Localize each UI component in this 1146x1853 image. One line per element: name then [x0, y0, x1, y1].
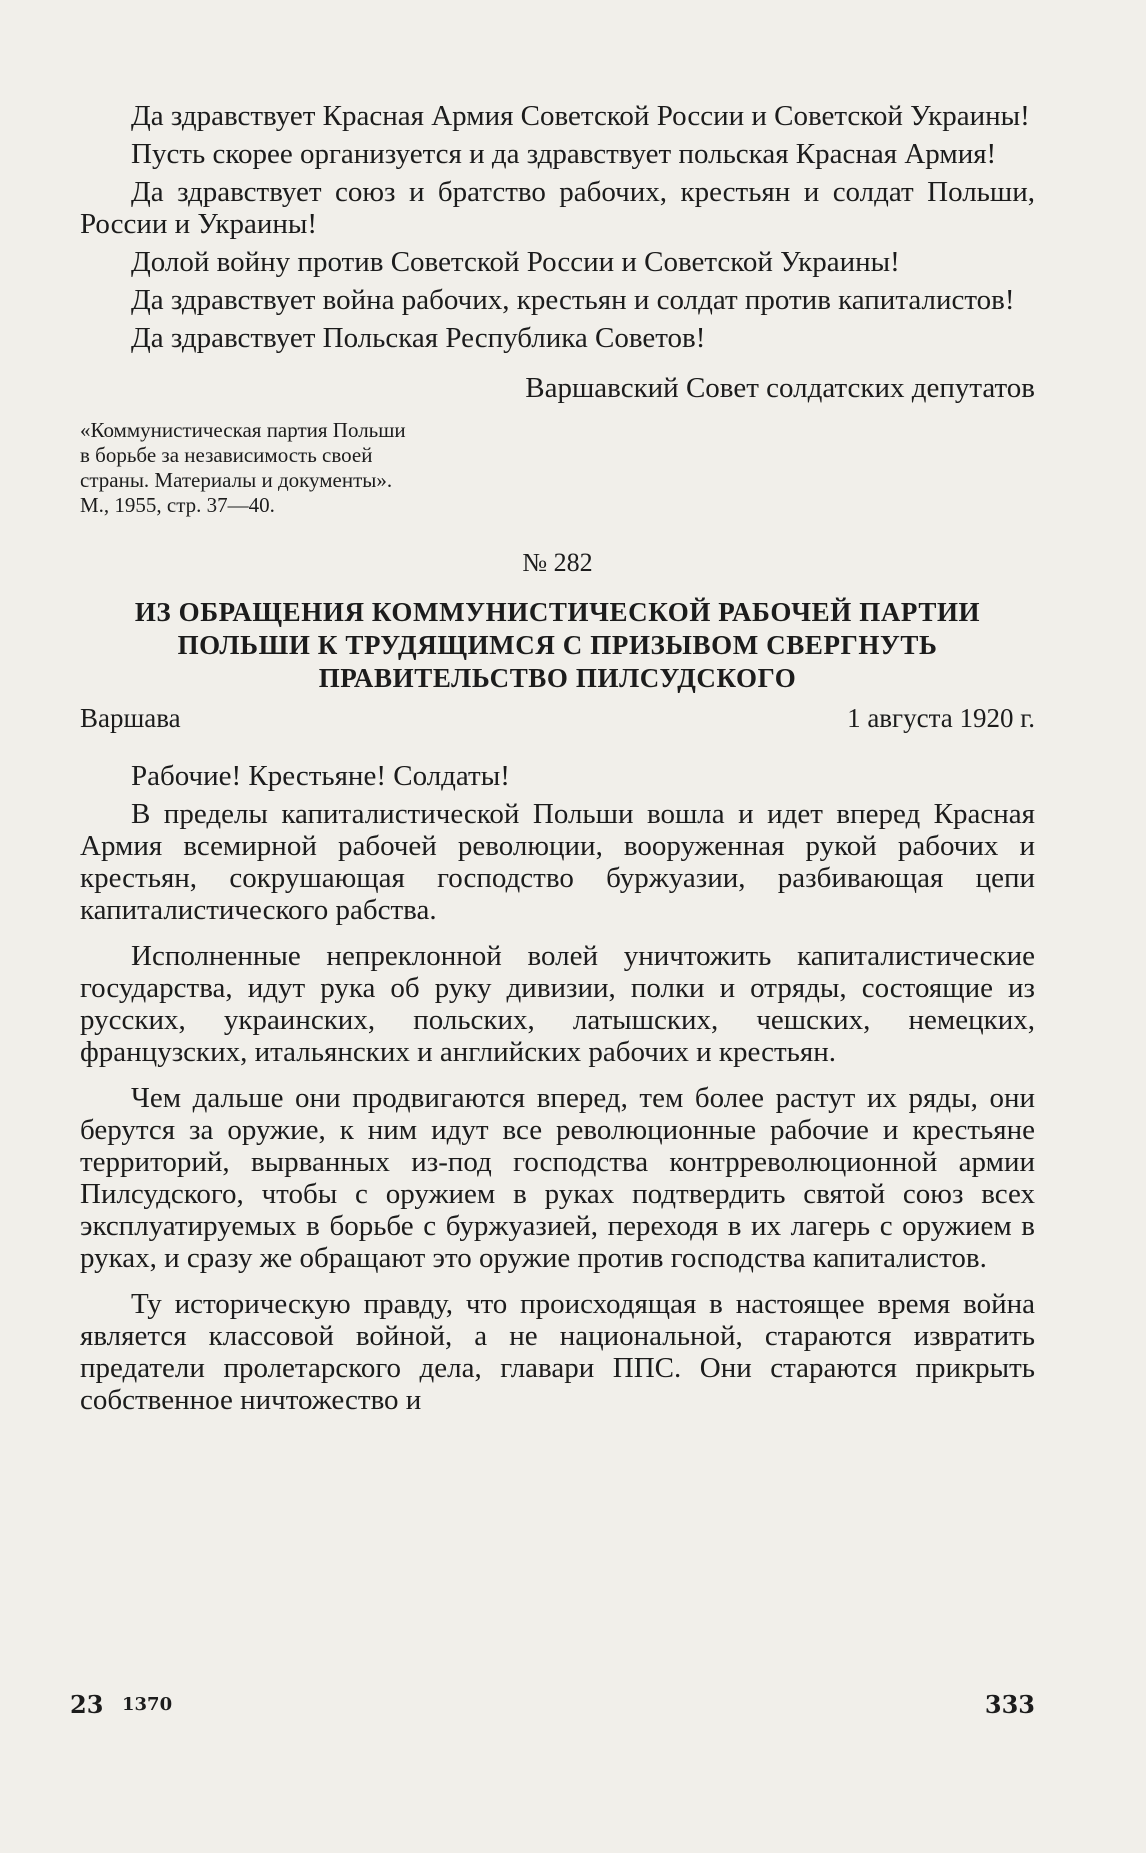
paragraph: Да здравствует Польская Республика Советов!	[131, 322, 706, 354]
place-date-line	[80, 703, 1035, 734]
signature: Варшавский Совет солдатских депутатов	[525, 372, 1035, 404]
print-number: 1370	[122, 1694, 173, 1715]
paragraph: Чем дальше они продвигаются вперед, тем более растут их ряды, они берутся за оружие, к ним идут все революционные рабочие и крестьяне территорий, вырванных из-под господства контрреволюционной армии Пилсудского, чтобы с оружием в руках подтвердить святой союз всех эксплуатируемых в борьбе с буржуазией, переходя в их лагерь с оружием в руках, и сразу же обращают это оружие против господства капиталистов.	[80, 1082, 1035, 1274]
page-number: 333	[984, 1690, 1035, 1719]
source-line: страны. Материалы и документы».	[80, 468, 393, 492]
source-line: в борьбе за независимость своей	[80, 443, 373, 467]
paragraph: Рабочие! Крестьяне! Солдаты!	[131, 760, 510, 792]
paragraph: Пусть скорее организуется и да здравствует польская Красная Армия!	[131, 138, 997, 170]
paragraph: Долой войну против Советской России и Советской Украины!	[131, 246, 900, 278]
source-line: М., 1955, стр. 37—40.	[80, 493, 275, 517]
document-heading: ИЗ ОБРАЩЕНИЯ КОММУНИСТИЧЕСКОЙ РАБОЧЕЙ ПАРТИИ ПОЛЬШИ К ТРУДЯЩИМСЯ С ПРИЗЫВОМ СВЕРГНУТЬ ПРАВИТЕЛЬСТВО ПИЛСУДСКОГО	[134, 597, 981, 693]
place: Варшава	[80, 703, 181, 733]
paragraph: Да здравствует Красная Армия Советской России и Советской Украины!	[131, 100, 1030, 132]
page	[80, 100, 1035, 1416]
date: 1 августа 1920 г.	[847, 703, 1035, 733]
source-citation	[80, 418, 480, 518]
paragraph: Исполненные непреклонной волей уничтожить капиталистические государства, идут рука об руку дивизии, полки и отряды, состоящие из русских, украинских, польских, латышских, чешских, немецких, французских, итальянских и английских рабочих и крестьян.	[80, 940, 1035, 1068]
signature-mark: 23	[70, 1690, 104, 1719]
paragraph: Да здравствует союз и братство рабочих, крестьян и солдат Польши, России и Украины!	[80, 176, 1035, 240]
document-number: № 282	[522, 548, 593, 577]
paragraph: В пределы капиталистической Польши вошла и идет вперед Красная Армия всемирной рабочей революции, вооруженная рукой рабочих и крестьян, сокрушающая господство буржуазии, разбивающая цепи капиталистического рабства.	[80, 798, 1035, 926]
source-line: «Коммунистическая партия Польши	[80, 418, 406, 442]
paragraph: Ту историческую правду, что происходящая в настоящее время война является классовой войной, а не национальной, стараются извратить предатели пролетарского дела, главари ППС. Они стараются прикрыть собственное ничтожество и	[80, 1288, 1035, 1416]
paragraph: Да здравствует война рабочих, крестьян и солдат против капиталистов!	[131, 284, 1015, 316]
